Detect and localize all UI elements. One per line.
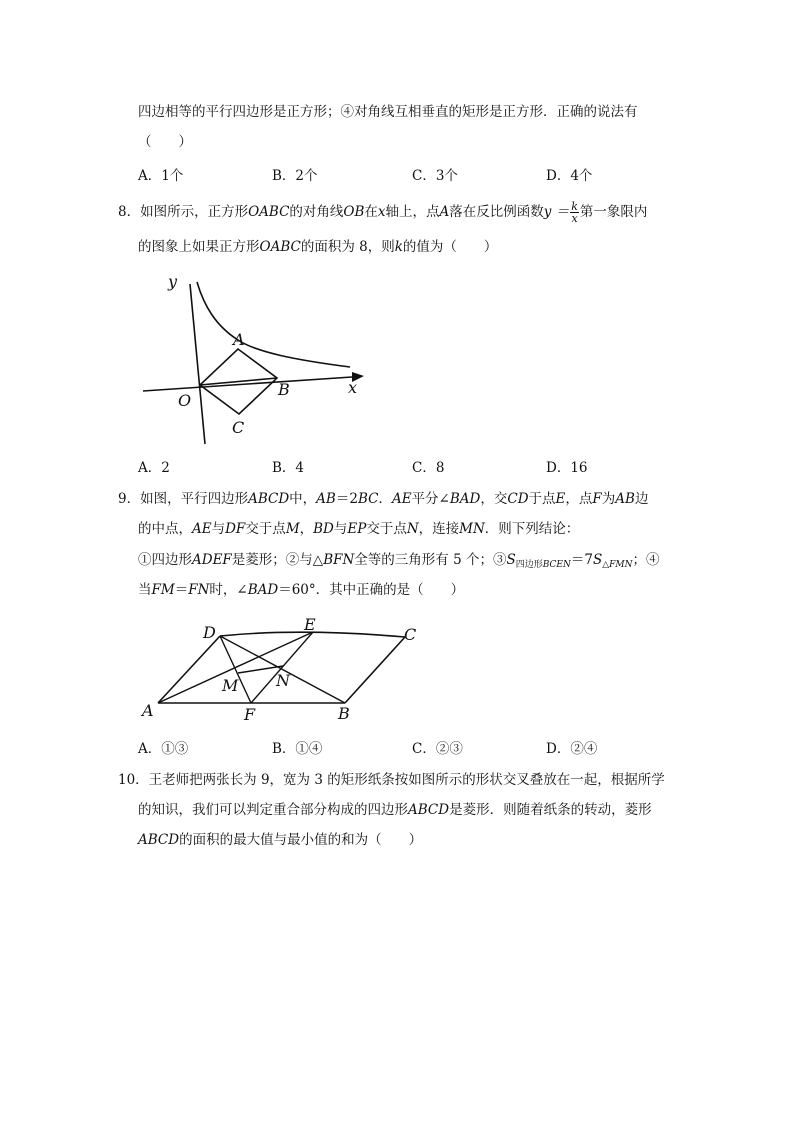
- q8-label-b: B: [278, 380, 290, 399]
- q9-label-a: A: [142, 701, 154, 720]
- q9-text-line-3: ①四边形ADEF是菱形；②与△BFN全等的三角形有 5 个；$③S_{四边形BCEN}=7S_{\triangle FMN}$；④: [138, 552, 660, 570]
- q8-text-line-2: 的图象上如果正方形OABC的面积为 8，则k的值为（ ）: [138, 239, 498, 255]
- q9-label-c: C: [404, 625, 417, 644]
- q8-option-a: A．2: [138, 460, 170, 476]
- q8-label-a: A: [233, 330, 245, 349]
- q9-text-line-1: 9．如图，平行四边形ABCD中，AB＝2BC．AE平分∠BAD，交CD于点E，点F为AB边: [118, 491, 649, 507]
- q9-option-c: C．②③: [412, 741, 463, 757]
- q9-label-d: D: [203, 623, 216, 642]
- q7-option-d: D．4个: [546, 168, 593, 184]
- q9-text-line-2: 的中点，AE与DF交于点M，BD与EP交于点N，连接MN．则下列结论：: [138, 521, 580, 537]
- q7-text-line-1: 四边相等的平行四边形是正方形；④对角线互相垂直的矩形是正方形．正确的说法有: [138, 104, 638, 120]
- k-over-x-fraction: $\frac{k}{x}$: [571, 200, 578, 225]
- q9-label-e: E: [304, 615, 316, 634]
- q8-label-c: C: [232, 418, 245, 437]
- q9-side-bc: [345, 637, 405, 703]
- q7-option-b: B．2个: [272, 168, 318, 184]
- q9-label-b: B: [338, 704, 350, 723]
- q7-answer-blank: （ ）: [138, 134, 192, 150]
- q9-option-b: B．①④: [272, 741, 323, 757]
- q8-label-y: y: [168, 272, 178, 291]
- q9-option-d: D．②④: [546, 741, 598, 757]
- q8-label-o: O: [178, 391, 192, 410]
- q9-label-m: M: [222, 676, 239, 695]
- q9-label-f: F: [244, 705, 256, 724]
- q9-option-a: A．①③: [138, 741, 189, 757]
- q8-option-d: D．16: [546, 460, 588, 476]
- q9-segment-ef: [251, 632, 313, 703]
- q8-label-x: x: [348, 378, 358, 397]
- q9-text-line-4: 当FM＝FN时，∠BAD＝60°．其中正确的是（ ）: [138, 582, 465, 598]
- q10-text-line-1: 10．王老师把两张长为 9，宽为 3 的矩形纸条按如图所示的形状交叉叠放在一起，根据所学: [118, 772, 665, 788]
- q7-option-c: C．3个: [412, 168, 458, 184]
- q10-text-line-3: ABCD的面积的最大值与最小值的和为（ ）: [138, 832, 423, 848]
- q8-option-b: B．4: [272, 460, 305, 476]
- q10-text-line-2: 的知识，我们可以判定重合部分构成的四边形ABCD是菱形．则随着纸条的转动，菱形: [138, 802, 652, 818]
- q9-label-n: N: [276, 671, 290, 690]
- q7-option-a: A．1个: [138, 168, 184, 184]
- q8-option-c: C．8: [412, 460, 445, 476]
- q8-text-line-1: 8．如图所示，正方形OABC的对角线OB在x轴上，点A落在反比例函数y ＝ $\frac{k}{x}$ 第一象限内: [118, 200, 648, 225]
- q9-side-ad: [158, 636, 220, 703]
